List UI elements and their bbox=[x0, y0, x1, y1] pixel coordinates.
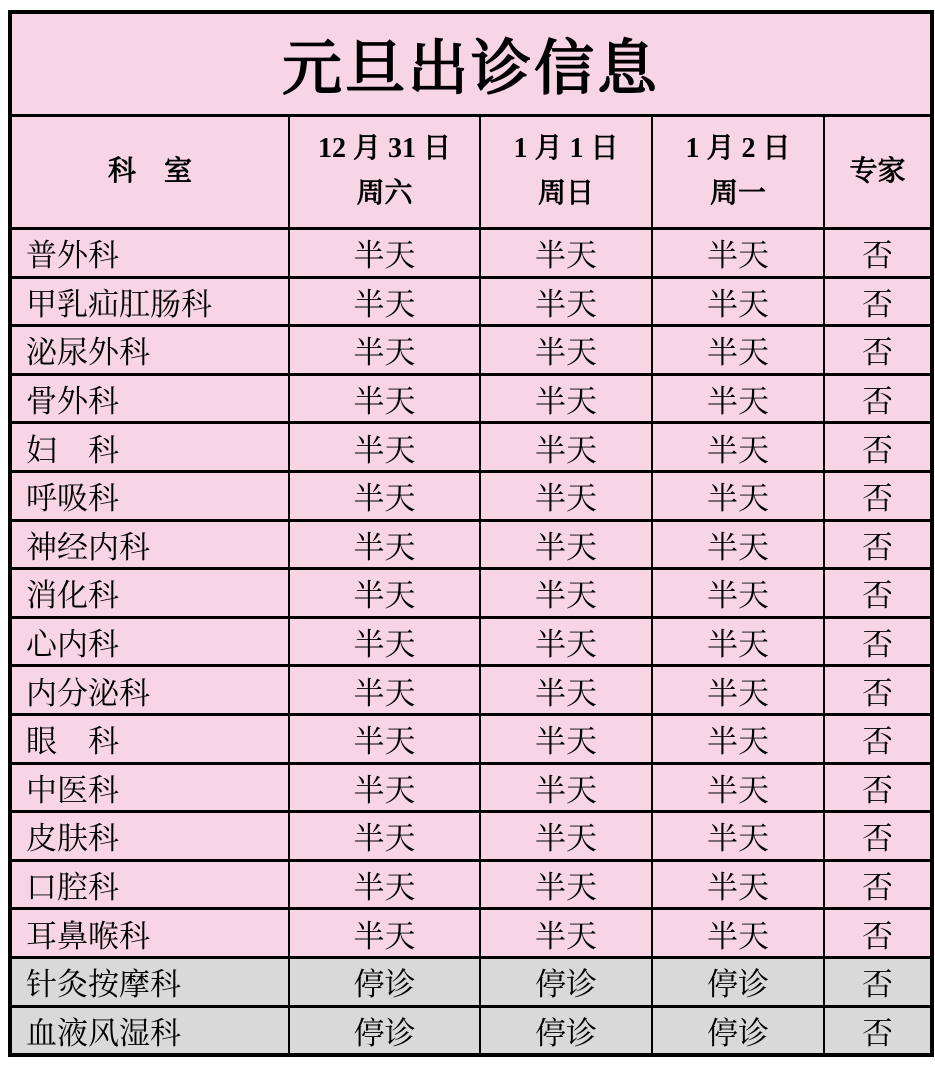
schedule-cell-dec31: 半天 bbox=[289, 423, 480, 472]
department-cell: 内分泌科 bbox=[10, 666, 289, 715]
schedule-cell-jan2: 半天 bbox=[652, 520, 824, 569]
schedule-cell-jan1: 半天 bbox=[480, 277, 652, 326]
table-row bbox=[10, 617, 932, 666]
table-row bbox=[10, 277, 932, 326]
table-row bbox=[10, 714, 932, 763]
table-row bbox=[10, 471, 932, 520]
schedule-cell-jan2: 半天 bbox=[652, 909, 824, 958]
schedule-cell-dec31: 半天 bbox=[289, 326, 480, 375]
schedule-cell-jan2: 半天 bbox=[652, 374, 824, 423]
header-date-jan1-line1: 1 月 1 日 bbox=[513, 133, 619, 165]
schedule-cell-jan1: 停诊 bbox=[480, 957, 652, 1006]
schedule-cell-dec31: 半天 bbox=[289, 763, 480, 812]
expert-cell: 否 bbox=[824, 957, 932, 1006]
schedule-cell-jan1: 半天 bbox=[480, 471, 652, 520]
schedule-cell-jan1: 半天 bbox=[480, 569, 652, 618]
expert-cell: 否 bbox=[824, 277, 932, 326]
schedule-cell-jan1: 半天 bbox=[480, 860, 652, 909]
schedule-cell-jan1: 半天 bbox=[480, 714, 652, 763]
table-row bbox=[10, 326, 932, 375]
schedule-cell-jan1: 半天 bbox=[480, 520, 652, 569]
schedule-cell-jan2: 半天 bbox=[652, 423, 824, 472]
expert-cell: 否 bbox=[824, 374, 932, 423]
header-date-jan2 bbox=[652, 116, 824, 229]
department-cell: 消化科 bbox=[10, 569, 289, 618]
department-cell: 普外科 bbox=[10, 229, 289, 278]
schedule-cell-jan2: 半天 bbox=[652, 569, 824, 618]
expert-cell: 否 bbox=[824, 471, 932, 520]
table-row bbox=[10, 569, 932, 618]
schedule-cell-dec31: 半天 bbox=[289, 617, 480, 666]
header-date-dec31-line1: 12 月 31 日 bbox=[317, 133, 451, 165]
schedule-cell-dec31: 半天 bbox=[289, 374, 480, 423]
schedule-cell-dec31: 半天 bbox=[289, 714, 480, 763]
holiday-schedule-table bbox=[8, 10, 934, 1057]
department-cell: 针灸按摩科 bbox=[10, 957, 289, 1006]
schedule-cell-jan1: 半天 bbox=[480, 374, 652, 423]
table-row bbox=[10, 763, 932, 812]
schedule-cell-jan1: 半天 bbox=[480, 229, 652, 278]
table-row bbox=[10, 520, 932, 569]
expert-cell: 否 bbox=[824, 326, 932, 375]
expert-cell: 否 bbox=[824, 763, 932, 812]
department-cell: 中医科 bbox=[10, 763, 289, 812]
table-row bbox=[10, 666, 932, 715]
table-row bbox=[10, 957, 932, 1006]
schedule-cell-jan2: 半天 bbox=[652, 471, 824, 520]
department-cell: 眼 科 bbox=[10, 714, 289, 763]
department-cell: 神经内科 bbox=[10, 520, 289, 569]
title-row bbox=[10, 12, 932, 116]
department-cell: 甲乳疝肛肠科 bbox=[10, 277, 289, 326]
expert-cell: 否 bbox=[824, 1006, 932, 1055]
department-cell: 皮肤科 bbox=[10, 812, 289, 861]
schedule-cell-jan2: 半天 bbox=[652, 763, 824, 812]
schedule-cell-jan2: 半天 bbox=[652, 860, 824, 909]
schedule-cell-dec31: 半天 bbox=[289, 520, 480, 569]
table-row bbox=[10, 909, 932, 958]
department-cell: 呼吸科 bbox=[10, 471, 289, 520]
header-date-jan1-line2: 周日 bbox=[537, 178, 594, 209]
table-row bbox=[10, 860, 932, 909]
header-department: 科 室 bbox=[10, 116, 289, 229]
schedule-cell-dec31: 半天 bbox=[289, 569, 480, 618]
schedule-cell-jan2: 半天 bbox=[652, 277, 824, 326]
schedule-cell-dec31: 半天 bbox=[289, 471, 480, 520]
header-expert: 专家 bbox=[824, 116, 932, 229]
department-cell: 血液风湿科 bbox=[10, 1006, 289, 1055]
schedule-cell-jan2: 停诊 bbox=[652, 957, 824, 1006]
expert-cell: 否 bbox=[824, 423, 932, 472]
schedule-cell-jan1: 停诊 bbox=[480, 1006, 652, 1055]
schedule-cell-dec31: 半天 bbox=[289, 666, 480, 715]
schedule-cell-jan2: 半天 bbox=[652, 229, 824, 278]
schedule-cell-dec31: 半天 bbox=[289, 277, 480, 326]
table-row bbox=[10, 812, 932, 861]
schedule-cell-dec31: 停诊 bbox=[289, 957, 480, 1006]
schedule-cell-jan2: 半天 bbox=[652, 714, 824, 763]
header-date-dec31-line2: 周六 bbox=[356, 178, 413, 209]
expert-cell: 否 bbox=[824, 569, 932, 618]
header-date-jan1 bbox=[480, 116, 652, 229]
expert-cell: 否 bbox=[824, 229, 932, 278]
department-cell: 泌尿外科 bbox=[10, 326, 289, 375]
header-date-jan2-line1: 1 月 2 日 bbox=[685, 133, 791, 165]
expert-cell: 否 bbox=[824, 617, 932, 666]
department-cell: 耳鼻喉科 bbox=[10, 909, 289, 958]
expert-cell: 否 bbox=[824, 714, 932, 763]
schedule-cell-dec31: 停诊 bbox=[289, 1006, 480, 1055]
schedule-table-body bbox=[10, 12, 932, 1055]
header-row bbox=[10, 116, 932, 229]
table-row bbox=[10, 229, 932, 278]
schedule-cell-dec31: 半天 bbox=[289, 812, 480, 861]
expert-cell: 否 bbox=[824, 909, 932, 958]
department-cell: 妇 科 bbox=[10, 423, 289, 472]
department-cell: 口腔科 bbox=[10, 860, 289, 909]
page-title: 元旦出诊信息 bbox=[10, 12, 932, 116]
department-cell: 骨外科 bbox=[10, 374, 289, 423]
schedule-cell-jan1: 半天 bbox=[480, 423, 652, 472]
schedule-cell-jan1: 半天 bbox=[480, 326, 652, 375]
schedule-cell-dec31: 半天 bbox=[289, 909, 480, 958]
schedule-cell-jan2: 半天 bbox=[652, 326, 824, 375]
expert-cell: 否 bbox=[824, 860, 932, 909]
schedule-cell-dec31: 半天 bbox=[289, 229, 480, 278]
department-cell: 心内科 bbox=[10, 617, 289, 666]
schedule-cell-jan2: 半天 bbox=[652, 666, 824, 715]
schedule-cell-jan1: 半天 bbox=[480, 763, 652, 812]
schedule-cell-jan1: 半天 bbox=[480, 909, 652, 958]
expert-cell: 否 bbox=[824, 520, 932, 569]
schedule-cell-jan1: 半天 bbox=[480, 617, 652, 666]
schedule-cell-jan2: 半天 bbox=[652, 812, 824, 861]
expert-cell: 否 bbox=[824, 812, 932, 861]
schedule-cell-jan1: 半天 bbox=[480, 812, 652, 861]
schedule-cell-jan2: 半天 bbox=[652, 617, 824, 666]
table-row bbox=[10, 1006, 932, 1055]
schedule-cell-jan2: 停诊 bbox=[652, 1006, 824, 1055]
table-row bbox=[10, 374, 932, 423]
schedule-cell-jan1: 半天 bbox=[480, 666, 652, 715]
header-date-jan2-line2: 周一 bbox=[709, 178, 766, 209]
header-date-dec31 bbox=[289, 116, 480, 229]
schedule-cell-dec31: 半天 bbox=[289, 860, 480, 909]
table-row bbox=[10, 423, 932, 472]
expert-cell: 否 bbox=[824, 666, 932, 715]
